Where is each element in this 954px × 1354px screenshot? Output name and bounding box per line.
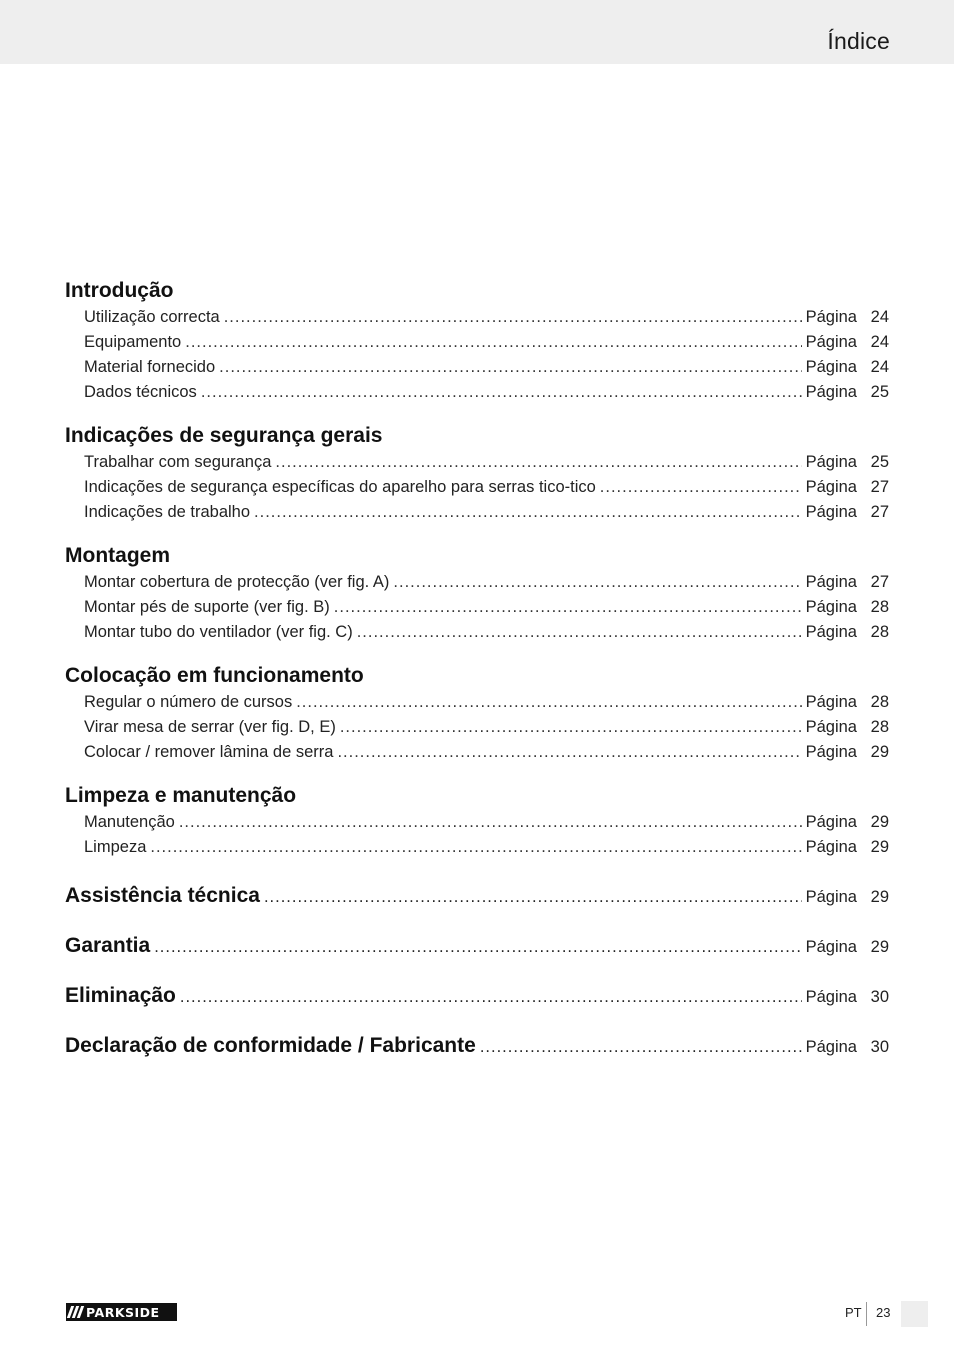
dot-leader: [600, 475, 802, 500]
dot-leader: [334, 595, 802, 620]
dot-leader: [224, 305, 802, 330]
entry-label: Dados técnicos: [84, 383, 197, 401]
dot-leader: [337, 740, 801, 765]
section-heading: Colocação em funcionamento: [65, 664, 364, 687]
page-word: Página: [805, 573, 857, 591]
page-number: 28: [870, 598, 889, 616]
page-number: 27: [870, 503, 889, 521]
entry-label: Indicações de trabalho: [84, 503, 251, 521]
entry-label: Equipamento: [84, 333, 182, 351]
toc-entry[interactable]: [65, 810, 889, 835]
entry-label: Utilização correcta: [84, 308, 220, 326]
toc-entry[interactable]: [65, 835, 889, 860]
toc-entry[interactable]: [65, 450, 889, 475]
toc-section: [65, 278, 889, 405]
logo-stripes-icon: [66, 1303, 86, 1321]
page-number: 28: [870, 623, 889, 641]
toc-entry[interactable]: [65, 740, 889, 765]
toc-main-entry[interactable]: [65, 883, 889, 908]
toc-main-entry[interactable]: [65, 933, 889, 958]
page-number: 28: [870, 718, 889, 736]
toc-entry[interactable]: [65, 355, 889, 380]
toc-section: [65, 543, 889, 645]
page-word: Página: [805, 838, 857, 856]
dot-leader: [185, 330, 801, 355]
toc-main-entry[interactable]: [65, 983, 889, 1008]
footer-divider: [866, 1302, 867, 1326]
page-number: 30: [870, 1038, 889, 1056]
toc-entry[interactable]: [65, 690, 889, 715]
page-number: 29: [870, 813, 889, 831]
dot-leader: [340, 715, 802, 740]
toc-entry[interactable]: [65, 305, 889, 330]
entry-label: Manutenção: [84, 813, 175, 831]
dot-leader: [264, 885, 802, 910]
page-word: Página: [805, 813, 857, 831]
section-heading: Limpeza e manutenção: [65, 784, 297, 807]
page-number: 29: [870, 838, 889, 856]
dot-leader: [180, 985, 802, 1010]
page-number: 29: [870, 938, 889, 956]
dot-leader: [201, 380, 802, 405]
entry-label: Trabalhar com segurança: [84, 453, 272, 471]
page-word: Página: [805, 503, 857, 521]
page-number: 24: [870, 333, 889, 351]
parkside-logo: [66, 1303, 177, 1321]
page-word: Página: [805, 693, 857, 711]
page-word: Página: [805, 888, 857, 906]
language-code: PT: [845, 1305, 862, 1320]
entry-label: Limpeza: [84, 838, 147, 856]
page-number: 24: [870, 308, 889, 326]
page-number: 29: [870, 743, 889, 761]
page-word: Página: [805, 333, 857, 351]
page-word: Página: [805, 453, 857, 471]
entry-label: Material fornecido: [84, 358, 216, 376]
dot-leader: [150, 835, 801, 860]
section-heading: Introdução: [65, 279, 174, 302]
entry-label: Regular o número de cursos: [84, 693, 293, 711]
section-heading: Montagem: [65, 544, 170, 567]
page-number: 27: [870, 573, 889, 591]
page-word: Página: [805, 383, 857, 401]
toc-section: [65, 423, 889, 525]
toc-section: [65, 663, 889, 765]
toc-entry[interactable]: [65, 595, 889, 620]
dot-leader: [275, 450, 801, 475]
page-word: Página: [805, 598, 857, 616]
header-band: [0, 0, 954, 64]
page-number: 24: [870, 358, 889, 376]
page-word: Página: [805, 358, 857, 376]
main-entry-label: Garantia: [65, 934, 151, 957]
page-number: 30: [870, 988, 889, 1006]
toc-entry[interactable]: [65, 500, 889, 525]
entry-label: Montar tubo do ventilador (ver fig. C): [84, 623, 353, 641]
section-heading: Indicações de segurança gerais: [65, 424, 383, 447]
page-number: 27: [870, 478, 889, 496]
page-word: Página: [805, 623, 857, 641]
page-number: 25: [870, 383, 889, 401]
toc-entry[interactable]: [65, 620, 889, 645]
page-word: Página: [805, 938, 857, 956]
entry-label: Colocar / remover lâmina de serra: [84, 743, 334, 761]
dot-leader: [480, 1035, 802, 1060]
dot-leader: [296, 690, 801, 715]
page-number: 29: [870, 888, 889, 906]
page-word: Página: [805, 743, 857, 761]
toc-entry[interactable]: [65, 570, 889, 595]
footer-page-number: 23: [876, 1305, 891, 1320]
main-entry-label: Assistência técnica: [65, 884, 260, 907]
table-of-contents: [65, 278, 889, 1083]
dot-leader: [254, 500, 802, 525]
main-entry-label: Eliminação: [65, 984, 176, 1007]
page-title: Índice: [827, 28, 890, 54]
dot-leader: [154, 935, 801, 960]
page-word: Página: [805, 718, 857, 736]
toc-entry[interactable]: [65, 330, 889, 355]
page-word: Página: [805, 308, 857, 326]
toc-entry[interactable]: [65, 715, 889, 740]
entry-label: Montar cobertura de protecção (ver fig. A): [84, 573, 390, 591]
entry-label: Montar pés de suporte (ver fig. B): [84, 598, 330, 616]
toc-entry[interactable]: [65, 475, 889, 500]
entry-label: Indicações de segurança específicas do aparelho para serras tico-tico: [84, 478, 596, 496]
logo-text: PARKSIDE: [86, 1304, 160, 1320]
page-word: Página: [805, 478, 857, 496]
page-number: 25: [870, 453, 889, 471]
toc-entry[interactable]: [65, 380, 889, 405]
entry-label: Virar mesa de serrar (ver fig. D, E): [84, 718, 336, 736]
dot-leader: [357, 620, 802, 645]
page-word: Página: [805, 988, 857, 1006]
dot-leader: [393, 570, 801, 595]
page-word: Página: [805, 1038, 857, 1056]
toc-section: [65, 783, 889, 860]
toc-main-entry[interactable]: [65, 1033, 889, 1058]
footer-tab-marker: [901, 1301, 928, 1327]
dot-leader: [179, 810, 802, 835]
dot-leader: [219, 355, 801, 380]
main-entry-label: Declaração de conformidade / Fabricante: [65, 1034, 476, 1057]
page-number: 28: [870, 693, 889, 711]
